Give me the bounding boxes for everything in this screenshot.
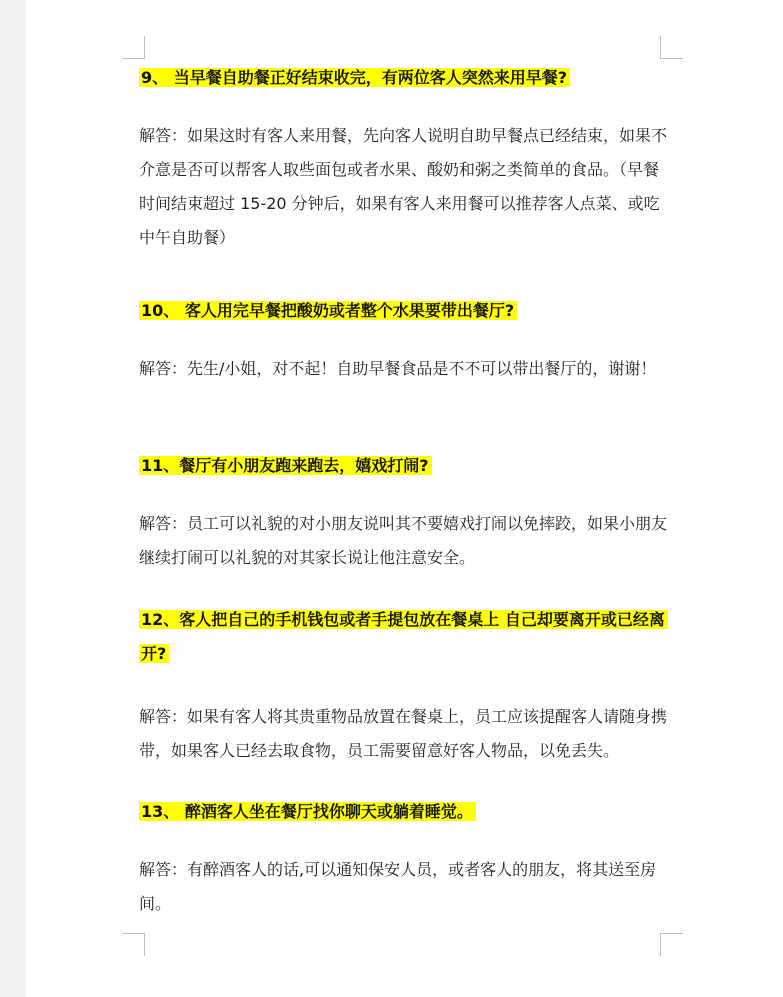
answer-11: 解答：员工可以礼貌的对小朋友说叫其不要嬉戏打闹以免摔跤，如果小朋友继续打闹可以礼貌的对其家长说让他注意安全。 [139,514,668,567]
question-9-text: 9、 当早餐自助餐正好结束收完，有两位客人突然来用早餐? [139,68,570,87]
question-12 [139,603,669,671]
answer-13: 解答：有醉酒客人的话,可以通知保安人员，或者客人的朋友，将其送至房间。 [139,860,657,913]
crop-mark-bottom-right [660,933,683,956]
crop-mark-top-right [660,36,683,59]
question-11-text: 11、餐厅有小朋友跑来跑去，嬉戏打闹? [139,456,432,475]
answer-10: 解答：先生/小姐，对不起！自助早餐食品是不不可以带出餐厅的，谢谢！ [139,359,657,378]
crop-mark-top-left [122,36,145,59]
question-13-text: 13、 醉酒客人坐在餐厅找你聊天或躺着睡觉。 [139,802,476,821]
question-11 [139,449,432,483]
question-9 [139,61,570,95]
answer-12: 解答：如果有客人将其贵重物品放置在餐桌上，员工应该提醒客人请随身携带，如果客人已经去取食物，员工需要留意好客人物品，以免丢失。 [139,707,668,760]
answer-9: 解答：如果这时有客人来用餐，先向客人说明自助早餐点已经结束，如果不介意是否可以帮客人取些面包或者水果、酸奶和粥之类简单的食品。（早餐时间结束超过 15-20 分钟后，如果有客人来用餐可以推荐客人点菜、或吃中午自助餐） [139,126,668,247]
question-10 [139,294,517,328]
question-10-text: 10、 客人用完早餐把酸奶或者整个水果要带出餐厅? [139,301,517,320]
question-13 [139,795,476,829]
document-page [26,0,783,997]
crop-mark-bottom-left [122,933,145,956]
question-12-text: 12、客人把自己的手机钱包或者手提包放在餐桌上 自己却要离开或已经离开? [139,610,668,663]
